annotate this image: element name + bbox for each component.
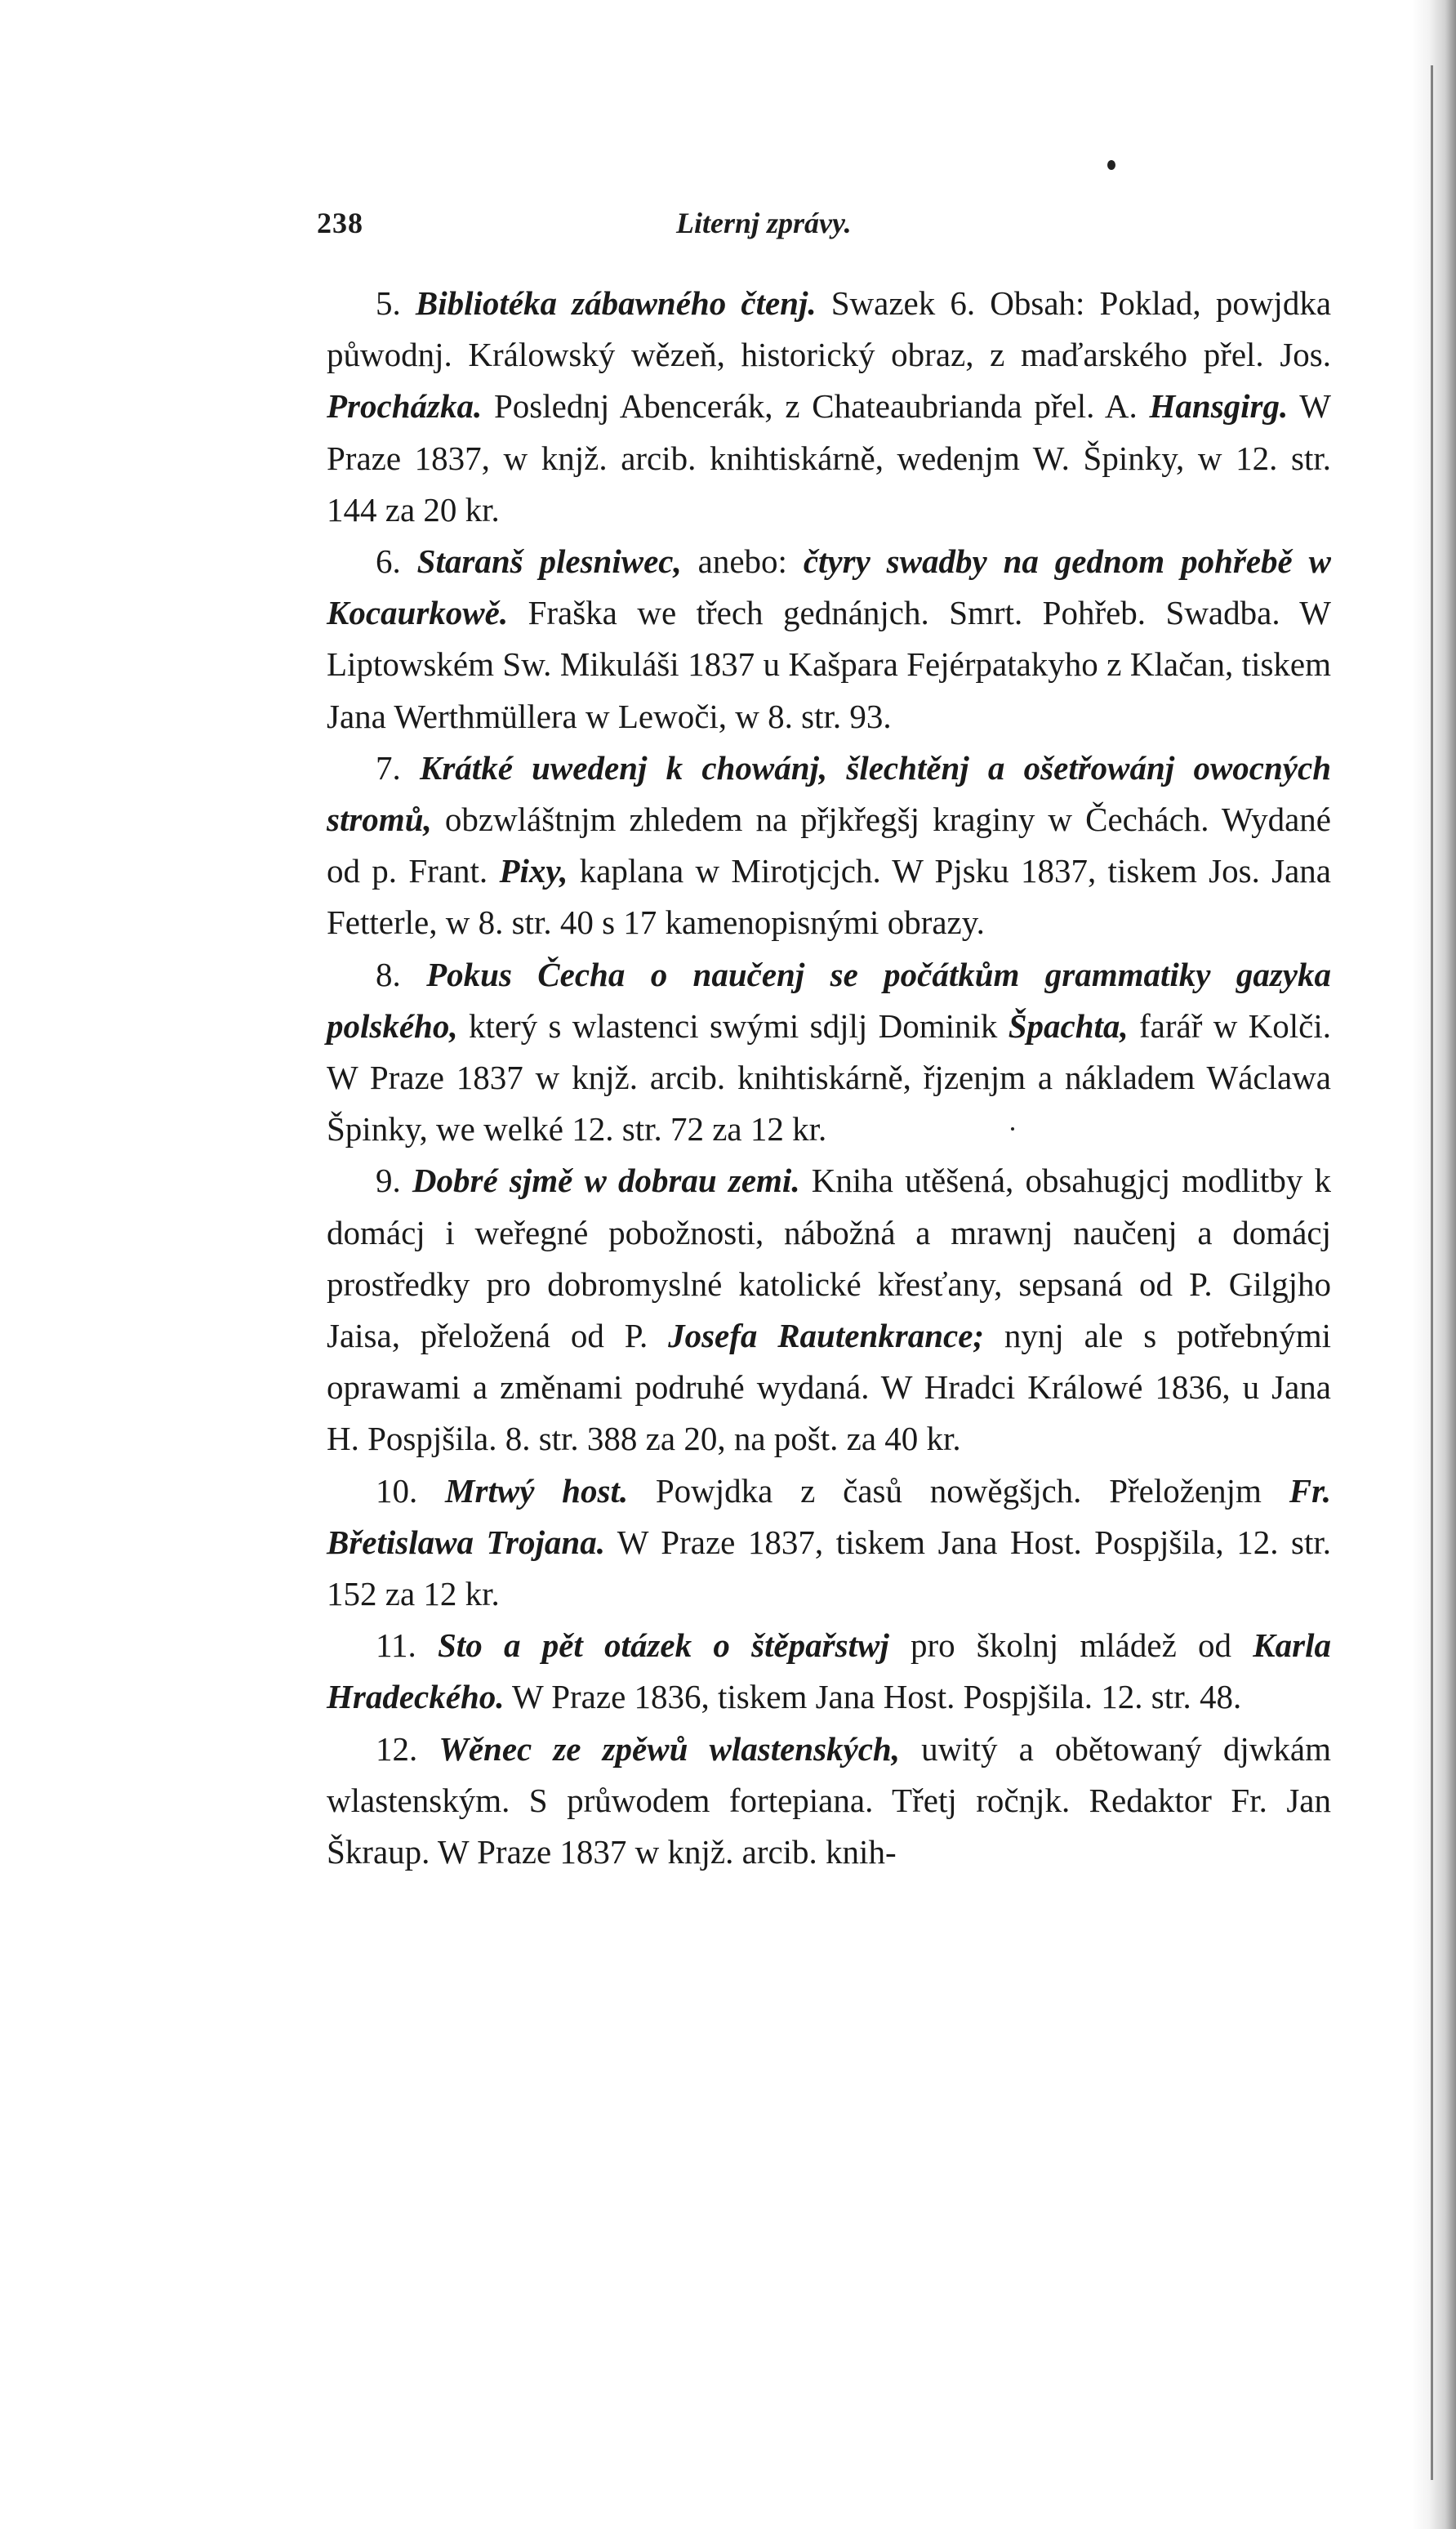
bibliography-list (327, 278, 1331, 1878)
entry-text: Kniha utěšená, obsahugjcj modlitby k domácj i weřegné pobožnosti, nábožná a mrawnj naučenj a domácj prostředky pro dobromyslné katolické křesťany, sepsaná od P. Gilgjho Jaisa, přeložená od P. (327, 1162, 1331, 1355)
entry-text: uwitý a obětowaný djwkám wlastenským. S průwodem fortepiana. Třetj ročnjk. Redaktor Fr. Jan Škraup. W Praze 1837 w knjž. arcib. knih- (327, 1729, 1331, 1871)
entry-title: Bibliotéka zábawného čtenj. (415, 284, 817, 322)
entry-text: pro školnj mládež od (888, 1626, 1253, 1665)
entry-title: Pokus Čecha o naučenj se počátkům grammatiky gazyka polského, (327, 955, 1332, 1045)
entry-10 (327, 1465, 1331, 1621)
entry-text: Poslednj Abencerák, z Chateaubrianda přel. A. (482, 387, 1150, 426)
entry-title: Dobré sjmě w dobrau zemi. (412, 1162, 800, 1200)
entry-number: 7. (376, 748, 401, 787)
entry-text: farář w Kolči. W Praze 1837 w knjž. arcib. knihtiskárně, řjzenjm a nákladem Wáclawa Špinky, we welké 12. str. 72 za 12 kr. (327, 1006, 1331, 1149)
entry-text: Powjdka z časů nowěgšjch. Přeloženjm (628, 1471, 1289, 1510)
entry-text: W Praze 1837, w knjž. arcib. knihtiskárně, wedenjm W. Špinky, w 12. str. 144 za 20 kr. (327, 387, 1331, 529)
entry-name: čtyry swadby na gednom pohřebě w Kocaurkowě. (327, 542, 1332, 632)
entry-title: Mrtwý host. (445, 1471, 629, 1510)
running-head: Liternj zprávy. (676, 207, 852, 239)
entry-text: W Praze 1836, tiskem Jana Host. Pospjšila. 12. str. 48. (504, 1678, 1242, 1716)
entry-name: Hansgirg. (1149, 387, 1289, 426)
entry-12 (327, 1724, 1331, 1879)
entry-text: anebo: (681, 542, 804, 581)
entry-number: 11. (376, 1626, 416, 1665)
entry-8 (327, 949, 1331, 1156)
entry-7 (327, 743, 1331, 949)
entry-title: Krátké uwedenj k chowánj, šlechtěnj a ošetřowánj owocných stromů, (327, 748, 1331, 839)
entry-9 (327, 1155, 1331, 1465)
entry-5 (327, 278, 1331, 536)
entry-number: 12. (376, 1729, 418, 1768)
entry-name: Fr. Břetislawa Trojana. (327, 1471, 1332, 1561)
entry-title: Sto a pět otázek o štěpařstwj (438, 1626, 889, 1665)
entry-name: Procházka. (327, 387, 483, 426)
page-edge-line (1431, 65, 1433, 2480)
ink-speck (1107, 160, 1115, 170)
entry-number: 6. (376, 542, 401, 581)
entry-title: Staranš plesniwec, (416, 542, 682, 581)
entry-name: Pixy, (499, 852, 568, 890)
entry-number: 9. (376, 1162, 401, 1200)
entry-6 (327, 536, 1331, 743)
entry-text: který s wlastenci swými sdjlj Dominik (457, 1006, 1009, 1045)
entry-number: 8. (376, 955, 401, 993)
entry-text: nynj ale s potřebnými oprawami a změnami podruhé wydaná. W Hradci Králowé 1836, u Jana H. Pospjšila. 8. str. 388 za 20, na pošt. za 40 kr. (327, 1317, 1331, 1458)
entry-text: Fraška we třech gednánjch. Smrt. Pohřeb. Swadba. W Liptowském Sw. Mikuláši 1837 u Kašpara Fejérpatakyho z Klačan, tiskem Jana Werthmüllera w Lewoči, w 8. str. 93. (327, 594, 1331, 735)
entry-text: kaplana w Mirotjcjch. W Pjsku 1837, tiskem Jos. Jana Fetterle, w 8. str. 40 s 17 kamenopisnými obrazy. (327, 852, 1332, 942)
entry-number: 5. (376, 284, 401, 322)
entry-name: Karla Hradeckého. (327, 1626, 1331, 1716)
entry-text: Swazek 6. Obsah: Poklad, powjdka půwodnj. Králowský wězeň, historický obraz, z maďarského přel. Jos. (327, 284, 1332, 374)
entry-text: obzwláštnjm zhledem na přjkřegšj kraginy w Čechách. Wydané od p. Frant. (327, 801, 1331, 890)
entry-name: Josefa Rautenkrance; (668, 1317, 985, 1355)
page-number: 238 (317, 207, 363, 239)
entry-title: Wěnec ze zpěwů wlastenských, (439, 1729, 900, 1768)
page-header (317, 206, 1323, 255)
page-edge-shadow (1412, 0, 1456, 2529)
entry-11 (327, 1620, 1331, 1723)
entry-text: W Praze 1837, tiskem Jana Host. Pospjšila, 12. str. 152 za 12 kr. (327, 1523, 1331, 1613)
entry-name: Špachta, (1008, 1006, 1129, 1045)
entry-number: 10. (376, 1471, 418, 1510)
